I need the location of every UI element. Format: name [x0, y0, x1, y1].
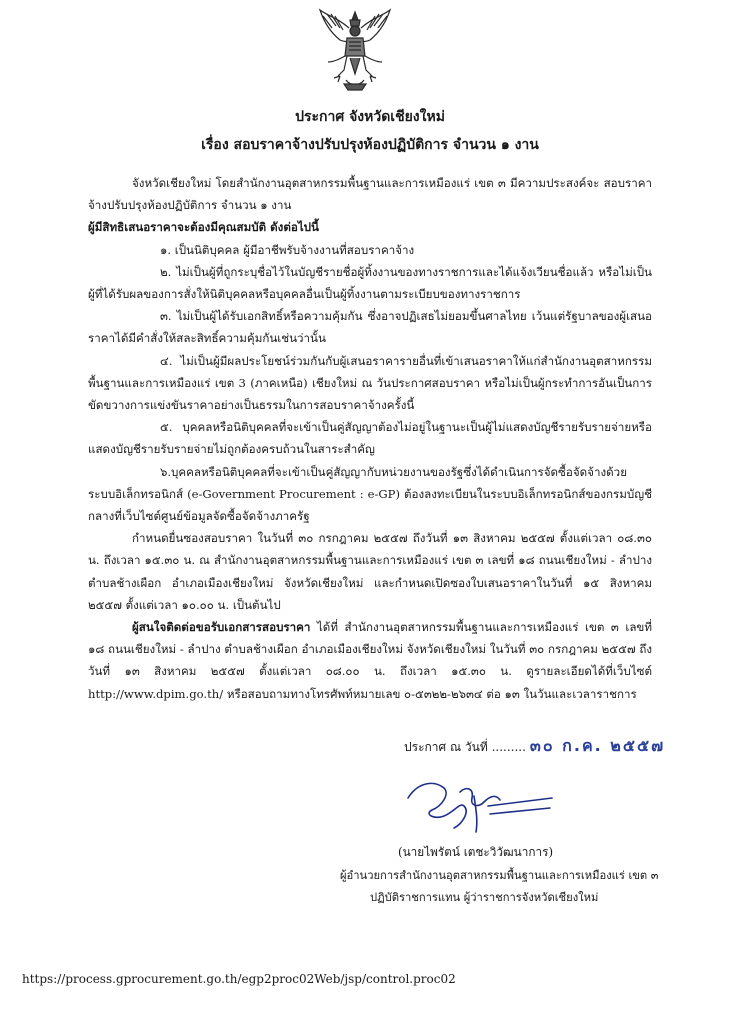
signer-name: (นายไพรัตน์ เตชะวิวัฒนาการ) [398, 845, 554, 859]
signature-icon [404, 776, 556, 836]
qualification-item: ๑. เป็นนิติบุคคล ผู้มีอาชีพรับจ้างงานที่สอบราคาจ้าง [160, 242, 415, 257]
announce-dots: ......... [487, 740, 526, 754]
qualification-item: ๔. ไม่เป็นผู้มีผลประโยชน์ร่วมกันกับผู้เสนอราคารายอื่นที่เข้าเสนอราคาให้แก่สำนักงานอุตสาหกรรมพื้นฐานและการเหมืองแร่ เขต 3 (ภาคเหนือ) เชียงใหม่ ณ วันประกาศสอบราคา หรือไม่เป็นผู้กระทำการอันเป็นการขัดขวางการแข่งขันราคาอย่างเป็นธรรมในการสอบราคาจ้างครั้งนี้ [88, 353, 652, 413]
qualification-item: ๖.บุคคลหรือนิติบุคคลที่จะเข้าเป็นคู่สัญญากับหน่วยงานของรัฐซึ่งได้ดำเนินการจัดซื้อจัดจ้างด้วยระบบอิเล็กทรอนิกส์ (e-Government Procurement : e-GP) ต้องลงทะเบียนในระบบอิเล็กทรอนิกส์ของกรมบัญชีกลางที่เว็บไซต์ศูนย์ข้อมูลจัดซื้อจัดจ้างภาครัฐ [88, 464, 652, 524]
subject-title: เรื่อง สอบราคาจ้างปรับปรุงห้องปฏิบัติการ จำนวน ๑ งาน [201, 137, 539, 153]
contact-paragraph [88, 616, 652, 705]
announcement-body [88, 172, 652, 705]
contact-rest: ได้ที่ สำนักงานอุตสาหกรรมพื้นฐานและการเหมืองแร่ เขต ๓ เลขที่ ๑๘ ถนนเชียงใหม่ - ลำปาง ตำบลช้างเผือก อำเภอเมืองเชียงใหม่ จังหวัดเชียงใหม่ ในวันที่ ๓๐ กรกฎาคม ๒๕๕๗ ถึงวันที่ ๑๓ สิงหาคม ๒๕๕๗ ตั้งแต่เวลา ๐๘.๐๐ น. ถึงเวลา ๑๕.๓๐ น. ดูรายละเอียดได้ที่เว็บไซต์ http://www.dpim.go.th/ หรือสอบถามทางโทรศัพท์หมายเลข ๐-๕๓๒๒-๒๖๓๔ ต่อ ๑๓ ในวันและเวลาราชการ [88, 620, 652, 701]
date-stamp: ๓๐ ก.ค. ๒๕๕๗ [529, 736, 666, 755]
contact-lead: ผู้สนใจติดต่อขอรับเอกสารสอบราคา [132, 620, 311, 635]
signer-position: ผู้อำนวยการสำนักงานอุตสาหกรรมพื้นฐานและการเหมืองแร่ เขต ๓ [340, 869, 659, 882]
intro-paragraph: จังหวัดเชียงใหม่ โดยสำนักงานอุตสาหกรรมพื้นฐานและการเหมืองแร่ เขต ๓ มีความประสงค์จะ สอบราคาจ้างปรับปรุงห้องปฏิบัติการ จำนวน ๑ งาน [88, 176, 652, 213]
qualifications-heading: ผู้มีสิทธิเสนอราคาจะต้องมีคุณสมบัติ ดังต่อไปนี้ [88, 220, 319, 235]
qualification-item: ๓. ไม่เป็นผู้ได้รับเอกสิทธิ์หรือความคุ้มกัน ซึ่งอาจปฏิเสธไม่ยอมขึ้นศาลไทย เว้นแต่รัฐบาลของผู้เสนอราคาได้มีคำสั่งให้สละสิทธิ์ความคุ้มกันเช่นว่านั้น [88, 309, 652, 346]
announce-date-line [404, 734, 665, 759]
schedule-paragraph: กำหนดยื่นซองสอบราคา ในวันที่ ๓๐ กรกฎาคม ๒๕๕๗ ถึงวันที่ ๑๓ สิงหาคม ๒๕๕๗ ตั้งแต่เวลา ๐๘.๓๐ น. ถึงเวลา ๑๕.๓๐ น. ณ สำนักงานอุตสาหกรรมพื้นฐานและการเหมืองแร่ เขต ๓ เลขที่ ๑๘ ถนนเชียงใหม่ - ลำปาง ตำบลช้างเผือก อำเภอเมืองเชียงใหม่ จังหวัดเชียงใหม่ และกำหนดเปิดซองใบเสนอราคาในวันที่ ๑๕ สิงหาคม ๒๕๕๗ ตั้งแต่เวลา ๑๐.๐๐ น. เป็นต้นไป [88, 531, 652, 612]
announce-label: ประกาศ ณ วันที่ [404, 740, 488, 754]
source-url: https://process.gprocurement.go.th/egp2proc02Web/jsp/control.proc02 [22, 972, 456, 986]
garuda-emblem-icon [314, 6, 396, 92]
qualification-item: ๒. ไม่เป็นผู้ที่ถูกระบุชื่อไว้ในบัญชีรายชื่อผู้ทิ้งงานของทางราชการและได้แจ้งเวียนชื่อแล้ว หรือไม่เป็นผู้ที่ได้รับผลของการสั่งให้นิติบุคคลหรือบุคคลอื่นเป็นผู้ทิ้งงานตามระเบียบของทางราชการ [88, 264, 652, 302]
qualification-item: ๕. บุคคลหรือนิติบุคคลที่จะเข้าเป็นคู่สัญญาต้องไม่อยู่ในฐานะเป็นผู้ไม่แสดงบัญชีรายรับรายจ่ายหรือแสดงบัญชีรายรับรายจ่ายไม่ถูกต้องครบถ้วนในสาระสำคัญ [88, 420, 652, 457]
page-title: ประกาศ จังหวัดเชียงใหม่ [295, 109, 445, 125]
signer-acting-position: ปฏิบัติราชการแทน ผู้ว่าราชการจังหวัดเชียงใหม่ [370, 891, 599, 904]
